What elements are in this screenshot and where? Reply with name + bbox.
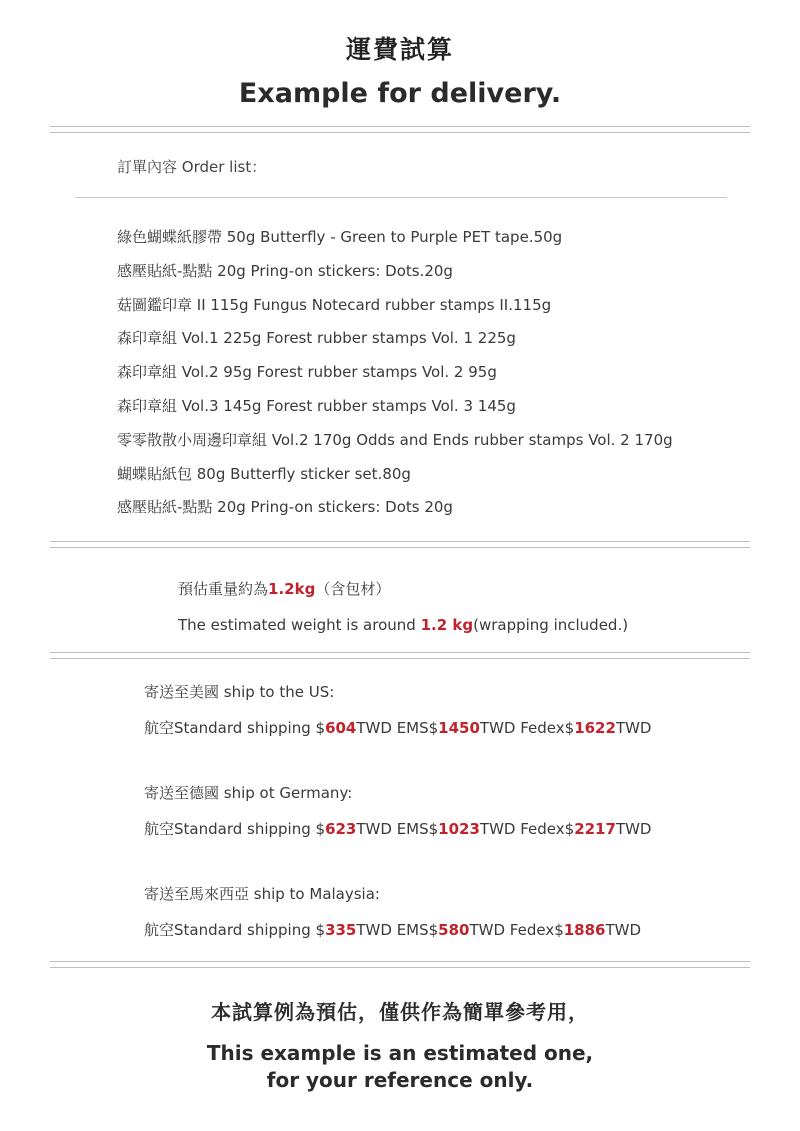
fedex-price: 1622 xyxy=(574,719,616,737)
shipping-heading: 寄送至德國 ship ot Germany: xyxy=(144,784,353,802)
shipping-heading: 寄送至美國 ship to the US: xyxy=(144,683,335,701)
estimated-weight xyxy=(178,571,628,643)
standard-price: 623 xyxy=(325,820,357,838)
disclaimer-en-line1: This example is an estimated one, xyxy=(206,1041,594,1065)
shipping-heading: 寄送至馬來西亞 ship to Malaysia: xyxy=(144,885,380,903)
disclaimer-en-line2: for your reference only. xyxy=(266,1068,534,1092)
order-item: 蝴蝶貼紙包 80g Butterfly sticker set.80g xyxy=(117,464,411,483)
page-title-zh: 運費試算 xyxy=(345,35,454,64)
standard-price: 335 xyxy=(325,921,357,939)
disclaimer-en xyxy=(0,1040,800,1094)
order-item: 零零散散小周邊印章組 Vol.2 170g Odds and Ends rubber stamps Vol. 2 170g xyxy=(117,430,673,449)
disclaimer-zh: 本試算例為預估，僅供作為簡單參考用， xyxy=(211,1000,589,1024)
ems-price: 1023 xyxy=(438,820,480,838)
ems-price: 1450 xyxy=(438,719,480,737)
divider xyxy=(75,197,727,198)
order-item: 森印章組 Vol.3 145g Forest rubber stamps Vol. 3 145g xyxy=(117,396,516,415)
order-items-list xyxy=(117,221,673,525)
fedex-price: 2217 xyxy=(574,820,616,838)
order-item: 森印章組 Vol.2 95g Forest rubber stamps Vol. 2 95g xyxy=(117,363,497,382)
order-list-heading: 訂單內容 Order list： xyxy=(117,158,267,176)
shipping-us xyxy=(144,674,651,746)
double-divider xyxy=(50,652,750,659)
shipping-prices: 航空Standard shipping $335TWD EMS$580TWD Fedex$1886TWD xyxy=(144,921,642,939)
weight-value-en: 1.2 kg xyxy=(420,616,474,634)
shipping-prices: 航空Standard shipping $623TWD EMS$1023TWD Fedex$2217TWD xyxy=(144,820,652,838)
order-item: 森印章組 Vol.1 225g Forest rubber stamps Vol. 1 225g xyxy=(117,329,516,348)
double-divider xyxy=(50,961,750,968)
ems-price: 580 xyxy=(438,921,470,939)
double-divider xyxy=(50,126,750,133)
order-item: 綠色蝴蝶紙膠帶 50g Butterfly - Green to Purple PET tape.50g xyxy=(117,228,563,246)
fedex-price: 1886 xyxy=(563,921,606,939)
shipping-prices: 航空Standard shipping $604TWD EMS$1450TWD Fedex$1622TWD xyxy=(144,719,652,737)
order-item: 感壓貼紙-點點 20g Pring-on stickers: Dots.20g xyxy=(117,261,453,280)
order-item: 菇圖鑑印章 II 115g Fungus Notecard rubber stamps II.115g xyxy=(117,295,552,314)
shipping-malaysia xyxy=(144,876,641,948)
weight-en: The estimated weight is around 1.2 kg(wrapping included.) xyxy=(178,616,629,634)
double-divider xyxy=(50,541,750,548)
weight-zh: 預估重量約為1.2kg（含包材） xyxy=(178,580,391,598)
order-item: 感壓貼紙-點點 20g Pring-on stickers: Dots 20g xyxy=(117,498,453,517)
page-title-en: Example for delivery. xyxy=(238,78,562,109)
weight-value-zh: 1.2kg xyxy=(268,580,316,598)
standard-price: 604 xyxy=(325,719,357,737)
shipping-germany xyxy=(144,775,651,847)
